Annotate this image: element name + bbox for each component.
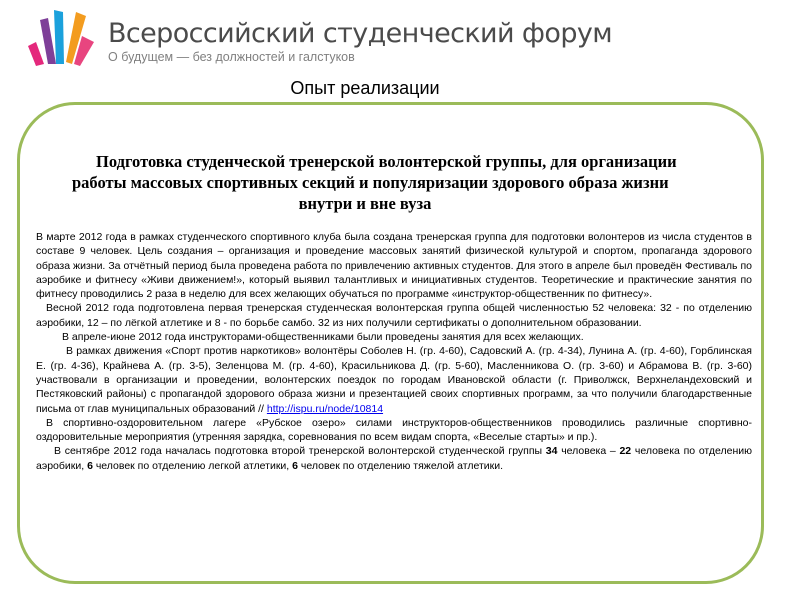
p6-number-2: 22	[619, 445, 632, 458]
brand-title: Всероссийский студенческий форум	[108, 18, 613, 49]
brand-subtitle: О будущем — без должностей и галстуков	[108, 50, 355, 64]
title-line-3: внутри и вне вуза	[298, 194, 432, 213]
p6-text-b: человека –	[557, 445, 620, 458]
p6-number-3: 6	[87, 459, 93, 472]
p6-text-d: человек по отделению легкой атлетики,	[92, 459, 293, 472]
source-link[interactable]: http://ispu.ru/node/10814	[266, 402, 384, 415]
logo-stripe-blue	[54, 10, 64, 64]
paragraph-1: В марте 2012 года в рамках студенческого спортивного клуба была создана тренерская группа для подготовки волонтеров из числа студентов в составе 9 человек. Цель создания – организация и проведение массовых занятий физической культурой и спортом, пропаганда здорового образа жизни. За отчётный период была проведена работа по привлечению активных студентов. Для этого в апреле был проведён Фестиваль по аэробике и фитнесу «Живи движением!», который выявил талантливых и инициативных студентов. Теоретические и практические занятия по фитнесу проводились 2 раза в неделю для всех желающих обучаться по программе «инструктор-общественник по фитнесу».	[36, 231, 752, 301]
paragraph-3: В апреле-июне 2012 года инструкторами-общественниками были проведены занятия для всех желающих.	[62, 331, 584, 344]
title-line-1: Подготовка студенческой тренерской волонтерской группы, для организации	[96, 152, 677, 171]
paragraph-4	[36, 344, 752, 415]
p6-text-e: человек по отделению тяжелой атлетики.	[297, 459, 504, 472]
paragraph-5: В спортивно-оздоровительном лагере «Рубское озеро» силами инструкторов-общественников проводились различные спортивно-оздоровительные мероприятия (утренняя зарядка, соревнования по всем видам спорта, «Веселые старты» и пр.).	[36, 416, 752, 444]
p6-number-4: 6	[292, 459, 298, 472]
paragraph-4-text: В рамках движения «Спорт против наркотиков» волонтёры Соболев Н. (гр. 4-60), Садовский А. (гр. 4-34), Лунина А. (гр. 4-60), Горблинская Е. (гр. 4-36), Крайнева А. (гр. 3-5), Зеленцова М. (гр. 4-60), Красильникова Д. (гр. 5-60), Масленникова О. (гр. 3-60) и Абрамова В. (гр. 3-60) участвовали в организации и проведении, волонтерских поездок по городам Ивановской области (г. Приволжск, Верхнеландеховский и Пестяковский районы) с пропагандой здорового образа жизни и презентацией своих спортивных программ, за что получили благодарственные письма от глав муниципальных образований //	[36, 345, 752, 415]
paragraph-6	[36, 444, 752, 473]
forum-logo	[26, 6, 96, 66]
p6-number-1: 34	[545, 445, 558, 458]
logo-stripe-purple	[40, 18, 56, 64]
document-title	[60, 151, 750, 214]
p6-text-c: человека по отделению аэробики,	[36, 445, 753, 472]
section-heading: Опыт реализации	[290, 78, 440, 98]
paragraph-2: Весной 2012 года подготовлена первая тренерская студенческая волонтерская группа общей численностью 52 человека: 32 - по отделению аэробики, 12 – по лёгкой атлетике и 8 - по борьбе самбо. 32 из них получили сертификаты о дополнительном образовании.	[36, 302, 752, 329]
document-body	[36, 230, 752, 473]
p6-text-a: В сентябре 2012 года началась подготовка второй тренерской волонтерской студенческой группы	[54, 445, 546, 458]
title-line-2: работы массовых спортивных секций и популяризации здорового образа жизни	[72, 173, 669, 192]
logo-stripe-pink	[28, 42, 44, 66]
